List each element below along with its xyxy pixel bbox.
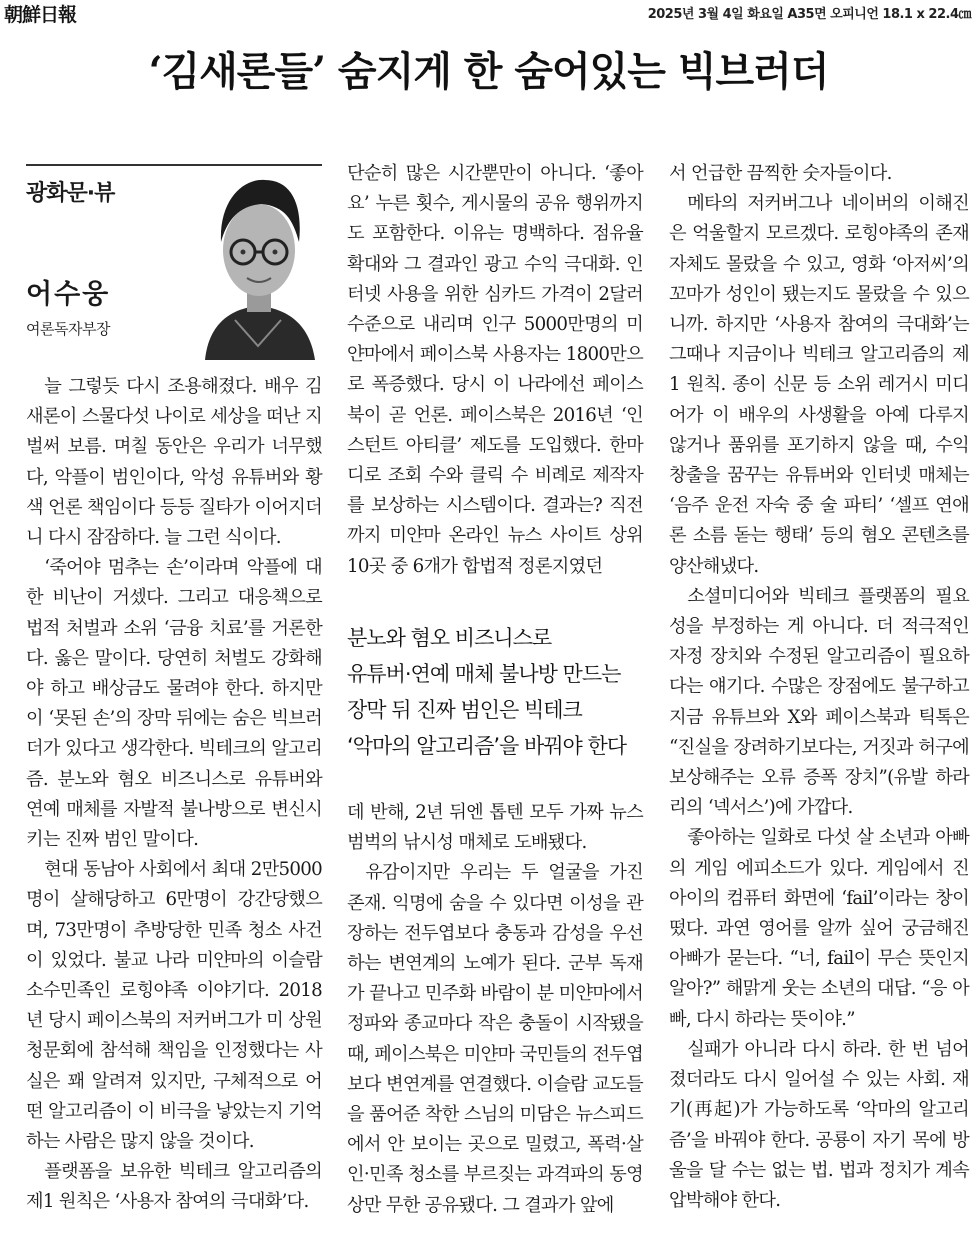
paragraph: 단순히 많은 시간뿐만이 아니다. ‘좋아요’ 누른 횟수, 게시물의 공유 행위까지도 포함한다. 이유는 명백하다. 점유율 확대와 그 결과인 광고 수익 극대화. 인터넷 사용을 위한 심카드 가격이 2달러 수준으로 내리며 인구 5000만명의 미얀마에서 페이스북 사용자는 1800만으로 폭증했다. 당시 이 나라에선 페이스북이 곧 언론. 페이스북은 2016년 ‘인스턴트 아티클’ 제도를 도입했다. 한마디로 조회 수와 클릭 수 비례로 제작자를 보상하는 시스템이다. 결과는? 직전까지 미얀마 온라인 뉴스 사이트 상위 10곳 중 6개가 합법적 정론지였던 [347, 163, 643, 577]
section-rule [26, 164, 322, 166]
paragraph: 소셜미디어와 빅테크 플랫폼의 필요성을 부정하는 게 아니다. 더 적극적인 자정 장치와 수정된 알고리즘이 필요하다는 얘기다. 수많은 장점에도 불구하고 지금 유튜브와 X와 페이스북과 틱톡은 “진실을 장려하기보다는, 거짓과 허구에 보상해주는 오류 증폭 장치”(유발 하라리의 ‘넥서스’)에 가깝다. [669, 585, 969, 819]
paragraph: 서 언급한 끔찍한 숫자들이다. [669, 163, 892, 184]
paragraph: 좋아하는 일화로 다섯 살 소년과 아빠의 게임 에피소드가 있다. 게임에서 진 아이의 컴퓨터 화면에 ‘fail’이라는 창이 떴다. 과연 영어를 알까 싶어 궁금해진 아빠가 묻는다. “너, fail이 무슨 뜻인지 알아?” 해맑게 웃는 소년의 대답. “응 아빠, 다시 하라는 뜻이야.” [669, 827, 969, 1030]
paragraph: 현대 동남아 사회에서 최대 2만5000명이 살해당하고 6만명이 강간당했으며, 73만명이 추방당한 민족 청소 사건이 있었다. 불교 나라 미얀마의 이슬람 소수민족인 로힝야족 이야기다. 2018년 당시 페이스북의 저커버그가 미 상원 청문회에 참석해 책임을 인정했다는 사실은 꽤 알려져 있지만, 구체적으로 어떤 알고리즘이 이 비극을 낳았는지 기억하는 사람은 많지 않을 것이다. [26, 859, 322, 1153]
author-role: 여론독자부장 [26, 320, 110, 338]
pull-quote-line: 장막 뒤 진짜 범인은 빅테크 [347, 698, 582, 722]
paragraph: 플랫폼을 보유한 빅테크 알고리즘의 제1 원칙은 ‘사용자 참여의 극대화’다. [26, 1161, 322, 1213]
pull-quote-line: ‘악마의 알고리즘’을 바꿔야 한다 [347, 734, 627, 758]
paragraph: 유감이지만 우리는 두 얼굴을 가진 존재. 익명에 숨을 수 있다면 이성을 관장하는 전두엽보다 충동과 감성을 우선하는 변연계의 노예가 된다. 군부 독재가 끝나고 민주화 바람이 분 미얀마에서 정파와 종교마다 작은 충돌이 시작됐을 때, 페이스북은 미얀마 국민들의 전두엽보다 변연계를 연결했다. 이슬람 교도들을 품어준 착한 스님의 미담은 뉴스피드에서 안 보이는 곳으로 밀렸고, 폭력·살인·민족 청소를 부르짖는 과격파의 동영상만 무한 공유됐다. 그 결과가 앞에 [347, 862, 643, 1216]
masthead: 朝鮮日報 [4, 4, 77, 26]
column-3 [669, 159, 969, 1216]
headline: ‘김새론들’ 숨지게 한 숨어있는 빅브러더 [148, 48, 829, 95]
column-2-top [347, 159, 643, 582]
pull-quote [347, 620, 643, 764]
paragraph: ‘죽어야 멈추는 손’이라며 악플에 대한 비난이 거셌다. 그리고 대응책으로 법적 처벌과 소위 ‘금융 치료’를 거론한다. 옳은 말이다. 당연히 처벌도 강화해야 하고 배상금도 물려야 한다. 하지만 이 ‘못된 손’의 장막 뒤에는 숨은 빅브러더가 있다고 생각한다. 빅테크의 알고리즘. 분노와 혐오 비즈니스로 유튜버와 연예 매체를 자발적 불나방으로 변신시키는 진짜 범인 말이다. [26, 557, 322, 851]
author-photo [195, 170, 322, 360]
pull-quote-line: 분노와 혐오 비즈니스로 [347, 626, 552, 650]
paragraph: 실패가 아니라 다시 하라. 한 번 넘어졌더라도 다시 일어설 수 있는 사회. 재기(再起)가 가능하도록 ‘악마의 알고리즘’을 바꿔야 한다. 공룡이 자기 목에 방울을 달 수는 없는 법. 법과 정치가 계속 압박해야 한다. [669, 1038, 969, 1211]
column-2-bottom [347, 798, 643, 1221]
paragraph: 늘 그렇듯 다시 조용해졌다. 배우 김새론이 스물다섯 나이로 세상을 떠난 지 벌써 보름. 며칠 동안은 우리가 너무했다, 악플이 범인이다, 악성 유튜버와 황색 언론 책임이다 등등 질타가 이어지더니 다시 잠잠하다. 늘 그런 식이다. [26, 376, 322, 549]
column-1 [26, 372, 322, 1218]
publication-info: 2025년 3월 4일 화요일 A35면 오피니언 18.1 x 22.4㎝ [647, 7, 971, 22]
paragraph: 메타의 저커버그나 네이버의 이해진은 억울할지 모르겠다. 로힝야족의 존재 자체도 몰랐을 수 있고, 영화 ‘아저씨’의 꼬마가 성인이 됐는지도 몰랐을 수 있으니까. 하지만 ‘사용자 참여의 극대화’는 그때나 지금이나 빅테크 알고리즘의 제1 원칙. 종이 신문 등 소위 레거시 미디어가 이 배우의 사생활을 아예 다루지 않거나 품위를 포기하지 않을 때, 수익 창출을 꿈꾸는 유튜버와 인터넷 매체는 ‘음주 운전 자숙 중 술 파티’ ‘셀프 연애론 소름 돋는 행태’ 등의 혐오 콘텐츠를 양산해냈다. [669, 193, 969, 577]
paragraph: 데 반해, 2년 뒤엔 톱텐 모두 가짜 뉴스 범벅의 낚시성 매체로 도배됐다. [347, 802, 643, 854]
author-name: 어수웅 [26, 279, 111, 310]
pull-quote-line: 유튜버·연예 매체 불나방 만드는 [347, 662, 621, 686]
section-title: 광화문·뷰 [26, 181, 115, 206]
